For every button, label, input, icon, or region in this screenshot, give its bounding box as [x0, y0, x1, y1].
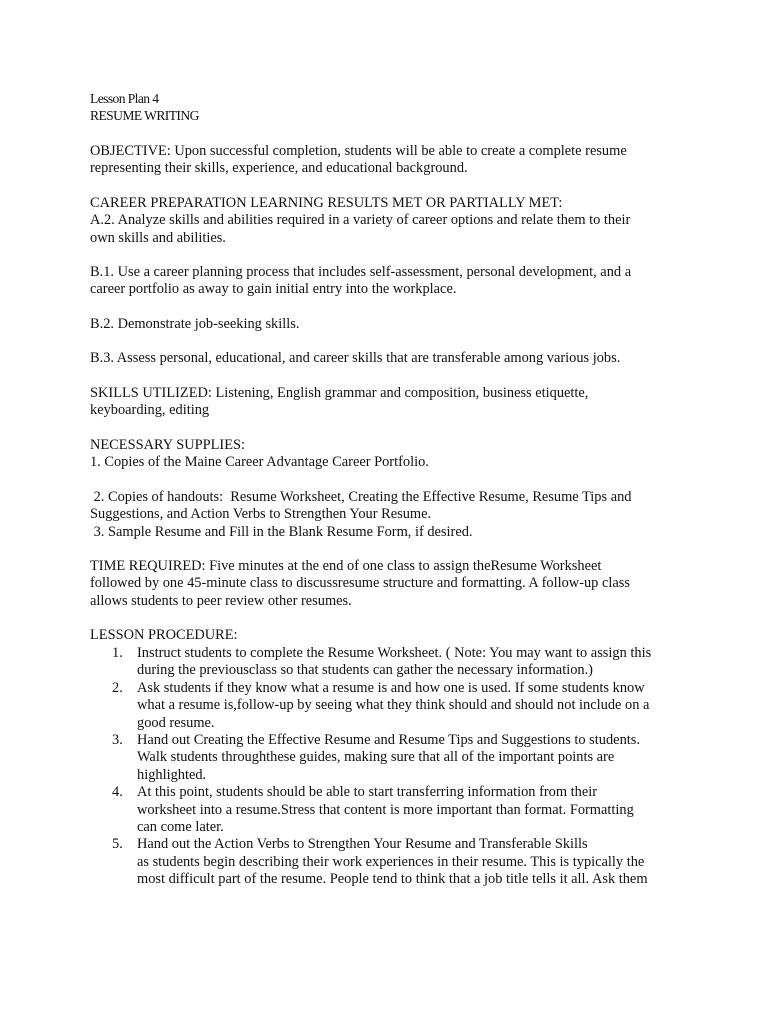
lesson-header — [90, 90, 690, 125]
supplies-item-2-line: 2. Copies of handouts: Resume Worksheet, Creating the Effective Resume, Resume Tips and — [90, 489, 632, 505]
step-line: good resume. — [137, 714, 215, 731]
procedure-step — [90, 680, 710, 732]
time-line: allows students to peer review other resumes. — [90, 592, 352, 609]
time-line: TIME REQUIRED: Five minutes at the end of one class to assign theResume Worksheet — [90, 558, 602, 574]
step-line: can come later. — [137, 819, 224, 836]
step-line: Hand out Creating the Effective Resume and Resume Tips and Suggestions to students. — [137, 732, 640, 749]
procedure-step — [90, 836, 710, 888]
skills-line: SKILLS UTILIZED: Listening, English grammar and composition, business etiquette, — [90, 385, 589, 401]
objective-line: OBJECTIVE: Upon successful completion, students will be able to create a complete resume — [90, 143, 627, 159]
procedure-step — [90, 784, 710, 836]
procedure-step — [90, 645, 710, 680]
step-number: 5. — [112, 836, 123, 853]
supplies-item-1: 1. Copies of the Maine Career Advantage Career Portfolio. — [90, 454, 429, 471]
career-b1-line: career portfolio as away to gain initial entry into the workplace. — [90, 281, 457, 298]
supplies-section — [90, 437, 690, 472]
step-line: Walk students throughthese guides, making sure that all of the important points are — [137, 749, 615, 766]
lesson-label: Lesson Plan 4 — [90, 91, 159, 106]
procedure-step — [90, 732, 710, 784]
career-b2-paragraph — [90, 316, 690, 333]
time-line: followed by one 45-minute class to discussresume structure and formatting. A follow-up class — [90, 575, 630, 592]
step-line: highlighted. — [137, 766, 207, 783]
step-line: during the previousclass so that students can gather the necessary information.) — [137, 662, 593, 679]
career-b1-line: B.1. Use a career planning process that includes self-assessment, personal development, and a — [90, 264, 632, 280]
career-results-section — [90, 195, 690, 247]
step-number: 1. — [112, 645, 123, 661]
step-line: worksheet into a resume.Stress that content is more important than format. Formatting — [137, 801, 634, 818]
procedure-heading: LESSON PROCEDURE: — [90, 627, 238, 643]
supplies-handouts — [90, 489, 690, 541]
step-line: most difficult part of the resume. People tend to think that a job title tells it all. Ask them — [137, 871, 648, 888]
step-line: Hand out the Action Verbs to Strengthen Your Resume and Transferable Skills — [137, 836, 588, 853]
step-line: Ask students if they know what a resume is and how one is used. If some students know — [137, 679, 645, 696]
career-b3-line: B.3. Assess personal, educational, and career skills that are transferable among various jobs. — [90, 350, 621, 366]
time-required-paragraph — [90, 558, 690, 610]
step-line: Instruct students to complete the Resume Worksheet. ( Note: You may want to assign this — [137, 645, 652, 661]
supplies-item-3: 3. Sample Resume and Fill in the Blank Resume Form, if desired. — [90, 523, 473, 540]
step-line: At this point, students should be able to start transferring information from their — [137, 784, 598, 801]
lesson-title: RESUME WRITING — [90, 108, 199, 124]
career-b3-paragraph — [90, 350, 690, 367]
objective-line: representing their skills, experience, and educational background. — [90, 160, 468, 177]
supplies-item-2-line: Suggestions, and Action Verbs to Strengthen Your Resume. — [90, 506, 432, 523]
objective-paragraph — [90, 143, 690, 178]
step-line: what a resume is,follow-up by seeing what they think should and should not include on a — [137, 697, 650, 714]
skills-line: keyboarding, editing — [90, 402, 210, 419]
step-number: 4. — [112, 784, 123, 801]
career-b2-line: B.2. Demonstrate job-seeking skills. — [90, 316, 300, 332]
step-number: 3. — [112, 732, 123, 749]
step-line: as students begin describing their work experiences in their resume. This is typically the — [137, 853, 645, 870]
step-number: 2. — [112, 679, 123, 696]
career-a2-line: own skills and abilities. — [90, 229, 226, 246]
supplies-heading: NECESSARY SUPPLIES: — [90, 437, 246, 453]
career-b1-paragraph — [90, 264, 690, 299]
career-heading: CAREER PREPARATION LEARNING RESULTS MET OR PARTIALLY MET: — [90, 195, 563, 211]
skills-paragraph — [90, 385, 690, 420]
procedure-list — [90, 645, 710, 889]
career-a2-line: A.2. Analyze skills and abilities required in a variety of career options and relate them to their — [90, 212, 631, 229]
